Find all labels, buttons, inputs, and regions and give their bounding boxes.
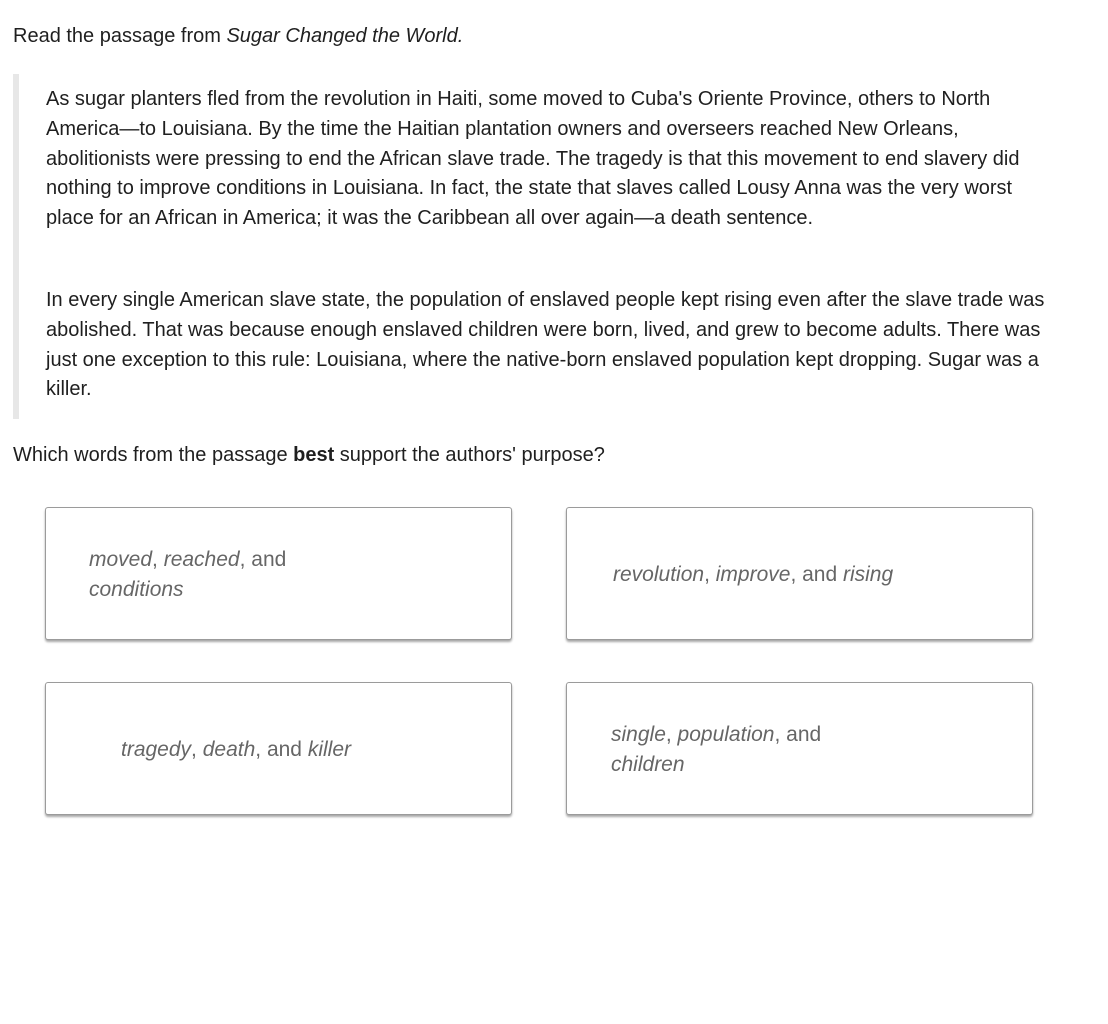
question-prefix: Which words from the passage	[13, 444, 294, 466]
passage-paragraph-2: In every single American slave state, the population of enslaved people kept rising even after the slave trade was abolished. That was because enough enslaved children were born, lived, and grew to become adults. There was just one exception to this rule: Louisiana, where the native-born enslaved population kept dropping. Sugar was a killer.	[46, 289, 1045, 401]
book-title: Sugar Changed the World.	[226, 25, 464, 47]
option-separator: , and	[790, 563, 843, 586]
answer-option-label	[121, 735, 481, 765]
option-separator: ,	[665, 723, 678, 746]
option-word: revolution	[613, 563, 705, 586]
option-word: population	[677, 723, 775, 746]
passage-intro	[13, 22, 463, 50]
answer-option-label	[613, 560, 1013, 590]
option-word: conditions	[89, 578, 184, 601]
option-word: tragedy	[121, 738, 192, 761]
answer-option-c[interactable]	[45, 682, 512, 815]
option-separator: , and	[239, 548, 287, 571]
option-word: single	[611, 723, 666, 746]
option-separator: ,	[191, 738, 203, 761]
option-separator: , and	[774, 723, 822, 746]
intro-text: Read the passage from	[13, 25, 227, 47]
option-word: killer	[307, 738, 351, 761]
option-word: children	[611, 753, 685, 776]
option-separator: ,	[152, 548, 164, 571]
question-emphasis: best	[293, 444, 335, 466]
option-separator: ,	[704, 563, 716, 586]
answer-option-d[interactable]	[566, 682, 1033, 815]
answer-option-b[interactable]	[566, 507, 1033, 640]
passage-blockquote	[13, 74, 1048, 419]
answer-option-label	[611, 720, 891, 780]
option-word: moved	[89, 548, 153, 571]
option-word: rising	[842, 563, 894, 586]
passage-paragraph-1: As sugar planters fled from the revolution in Haiti, some moved to Cuba's Oriente Province, others to North America—to Louisiana. By the time the Haitian plantation owners and overseers reached New Orleans, abolitionists were pressing to end the African slave trade. The tragedy is that this movement to end slavery did nothing to improve conditions in Louisiana. In fact, the state that slaves called Lousy Anna was the very worst place for an African in America; it was the Caribbean all over again—a death sentence.	[46, 88, 1020, 230]
answer-option-a[interactable]	[45, 507, 512, 640]
option-separator: , and	[255, 738, 308, 761]
answer-option-label	[89, 545, 349, 605]
question-prompt	[13, 441, 605, 469]
question-suffix: support the authors' purpose?	[334, 444, 605, 466]
option-word: reached	[163, 548, 240, 571]
option-word: improve	[715, 563, 791, 586]
option-word: death	[202, 738, 256, 761]
